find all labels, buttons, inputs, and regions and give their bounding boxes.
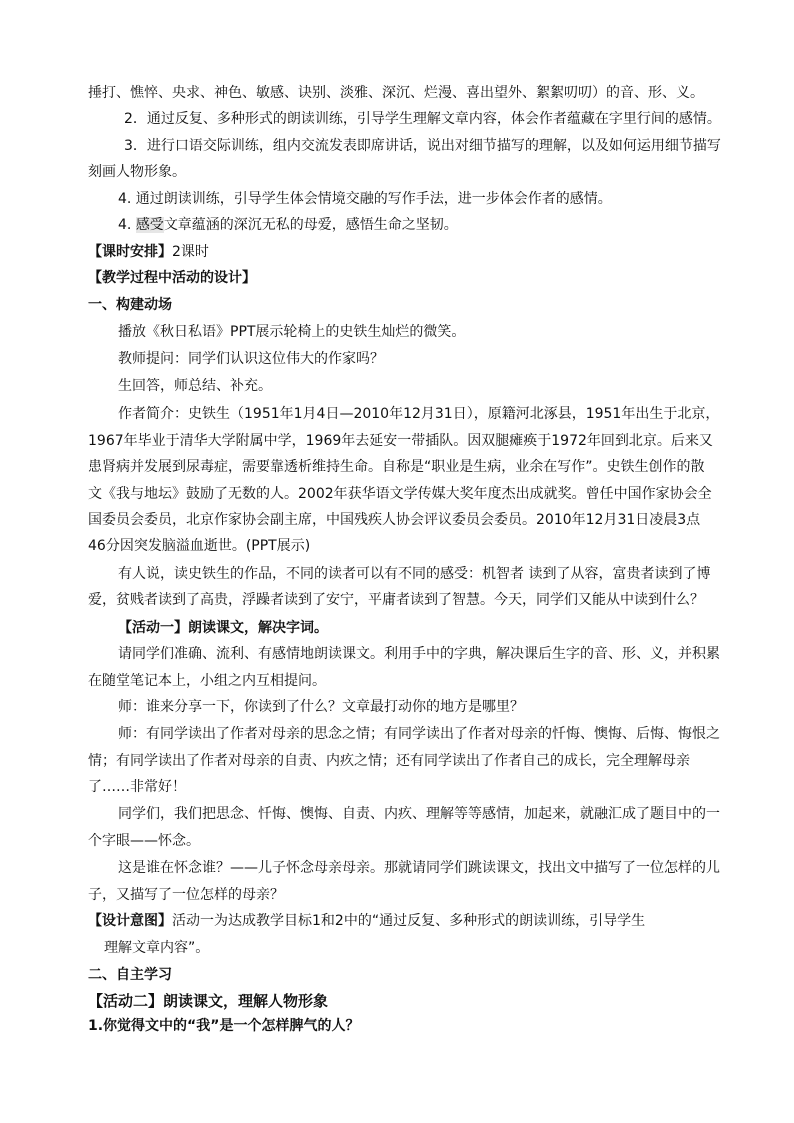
teacher-question: 教师提问：同学们认识这位伟大的作家吗？ [118,351,384,367]
activity-1-line-2: 在随堂笔记本上，小组之内互相提问。 [88,673,326,689]
design-intent-line-2: 理解文章内容”。 [104,940,210,956]
teacher-summary-line-3: 了……非常好！ [88,779,186,795]
bio-line-3: 患肾病并发展到尿毒症，需要靠透析维持生命。自称是“职业是生病，业余在写作”。史铁生创作的散 [88,459,705,475]
activity-2-heading: 【活动二】朗读课文，理解人物形象 [88,992,329,1010]
schedule-label: 【课时安排】 [88,244,172,260]
design-intent-label: 【设计意图】 [88,913,172,929]
bio-line-4: 文《我与地坛》鼓励了无数的人。2002年获华语文学传媒大奖年度杰出成就奖。曾任中国作家协会全 [88,486,712,502]
schedule-line [88,243,209,261]
schedule-value: 2课时 [172,244,209,260]
objective-2: 2．通过反复、多种形式的朗读训练，引导学生理解文章内容，体会作者蕴藏在字里行间的感情。 [124,111,721,127]
teacher-summary-line-1: 师：有同学读出了作者对母亲的思念之情；有同学读出了作者对母亲的忏悔、懊悔、后悔、悔恨之 [118,726,720,742]
who-line-1: 这是谁在怀念谁？——儿子怀念母亲母亲。那就请同学们跳读课文，找出文中描写了一位怎样的儿 [118,860,720,876]
teacher-summary-line-2: 情；有同学读出了作者对母亲的自责、内疚之情；还有同学读出了作者自己的成长，完全理解母亲 [88,753,690,769]
objective-5-number: 4. [118,217,136,233]
who-line-2: 子，又描写了一位怎样的母亲？ [88,887,284,903]
objective-3-line1: 3．进行口语交际训练，组内交流发表即席讲话，说出对细节描写的理解，以及如何运用细节描写 [124,138,721,154]
highlighted-word: 感受 [135,217,164,233]
student-answer: 生回答，师总结、补充。 [118,378,272,394]
teacher-share-question: 师：谁来分享一下，你读到了什么？文章最打动你的地方是哪里？ [118,699,524,715]
activity-1-heading: 【活动一】朗读课文，解决字词。 [118,620,328,636]
objective-4: 4. 通过朗读训练，引导学生体会情境交融的写作手法，进一步体会作者的感情。 [118,191,612,207]
objective-1-tail: 捶打、憔悴、央求、神色、敏感、诀别、淡雅、深沉、烂漫、喜出望外、絮絮叨叨）的音、形、义。 [88,85,704,101]
students-line-1: 同学们，我们把思念、忏悔、懊悔、自责、内疚、理解等等感情，加起来，就融汇成了题目中的一 [118,806,720,822]
bio-line-2: 1967年毕业于清华大学附属中学，1969年去延安一带插队。因双腿瘫痪于1972年回到北京。后来又 [88,433,713,449]
objective-3-line2: 刻画人物形象。 [88,164,186,180]
readers-line-2: 爱，贫贱者读到了高贵，浮躁者读到了安宁，平庸者读到了智慧。今天，同学们又能从中读到什么？ [88,592,704,608]
section-2-heading: 二、自主学习 [88,967,172,983]
bio-line-6: 46分因突发脑溢血逝世。(PPT展示) [88,538,311,554]
section-1-heading: 一、构建动场 [88,297,172,313]
design-intent-line-1 [88,912,645,930]
bio-line-1: 作者简介：史铁生（1951年1月4日—2010年12月31日），原籍河北涿县，1951年出生于北京， [118,406,720,422]
activity-design-heading: 【教学过程中活动的设计】 [88,270,256,286]
activity-1-line-1: 请同学们准确、流利、有感情地朗读课文。利用手中的字典，解决课后生字的音、形、义，并积累 [118,646,720,662]
objective-5 [118,216,458,234]
bio-line-5: 国委员会委员，北京作家协会副主席，中国残疾人协会评议委员会委员。2010年12月31日凌晨3点 [88,512,701,528]
objective-5-text: 文章蕴涵的深沉无私的母爱，感悟生命之坚韧。 [163,217,458,233]
intro-ppt: 播放《秋日私语》PPT展示轮椅上的史铁生灿烂的微笑。 [118,324,466,340]
students-line-2: 个字眼——怀念。 [88,833,200,849]
design-intent-text: 活动一为达成教学目标1和2中的“通过反复、多种形式的朗读训练，引导学生 [172,913,646,929]
readers-line-1: 有人说，读史铁生的作品，不同的读者可以有不同的感受：机智者 读到了从容，富贵者读到了博 [118,566,711,582]
question-1: 1.你觉得文中的“我”是一个怎样脾气的人？ [88,1018,360,1034]
